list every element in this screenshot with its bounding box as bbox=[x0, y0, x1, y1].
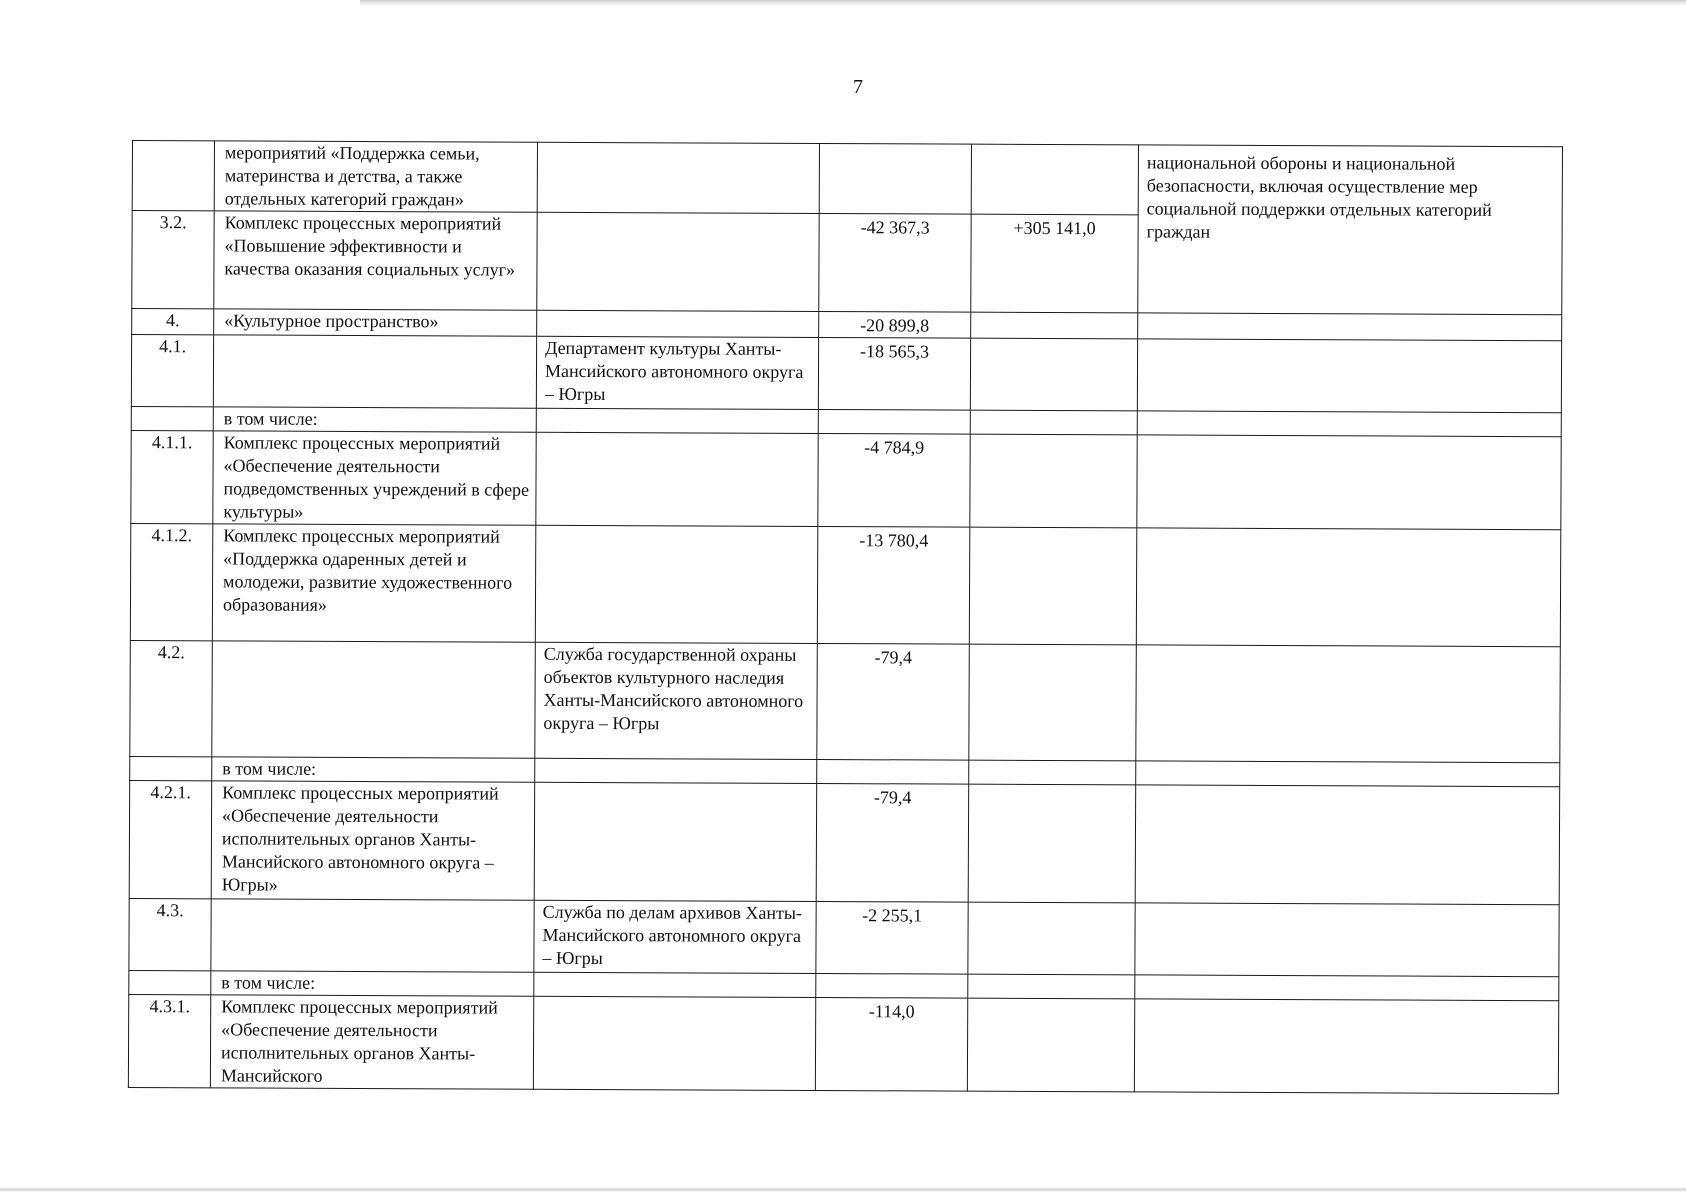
row-note bbox=[1136, 528, 1561, 647]
row-name: Комплекс процессных мероприятий «Обеспечение деятельности исполнительных органов Ханты-Мансийского bbox=[210, 995, 533, 1089]
row-value-1: -42 367,3 bbox=[819, 213, 971, 312]
row-value-1: -4 784,9 bbox=[818, 433, 970, 527]
row-value-2 bbox=[969, 760, 1136, 785]
row-number: 4.3. bbox=[129, 898, 211, 970]
row-note bbox=[1135, 903, 1559, 977]
row-number: 4.1.1. bbox=[131, 430, 213, 523]
row-note bbox=[1136, 645, 1561, 763]
row-name: Комплекс процессных мероприятий «Обеспечение деятельности исполнительных органов Ханты-Мансийского автономного округа – Югры» bbox=[211, 781, 535, 900]
row-value-2 bbox=[970, 338, 1137, 411]
row-name: «Культурное пространство» bbox=[214, 309, 537, 336]
row-value-2 bbox=[970, 410, 1137, 435]
row-value-1: -79,4 bbox=[816, 783, 969, 902]
row-organization bbox=[537, 310, 819, 337]
row-note bbox=[1135, 785, 1560, 905]
row-organization: Департамент культуры Ханты-Мансийского автономного округа – Югры bbox=[536, 336, 818, 409]
table-row bbox=[129, 898, 1559, 976]
row-number: 4.1.2. bbox=[130, 523, 213, 640]
row-name: Комплекс процессных мероприятий «Повышение эффективности и качества оказания социальных услуг» bbox=[214, 211, 537, 310]
row-organization bbox=[535, 758, 817, 783]
row-name: в том числе: bbox=[213, 407, 536, 432]
row-number: 4.2.1. bbox=[129, 780, 212, 898]
row-number bbox=[132, 141, 214, 211]
table-row bbox=[129, 780, 1560, 904]
row-name: в том числе: bbox=[211, 971, 534, 996]
row-value-1: -13 780,4 bbox=[817, 526, 970, 644]
row-value-2 bbox=[969, 527, 1137, 645]
row-value-1: -79,4 bbox=[817, 643, 970, 760]
page-number: 7 bbox=[853, 76, 863, 98]
row-value-2 bbox=[969, 644, 1137, 761]
scan-edge-bottom bbox=[0, 1187, 1686, 1192]
table-body bbox=[128, 141, 1562, 1094]
row-note bbox=[1137, 411, 1561, 437]
row-value-1 bbox=[816, 973, 968, 998]
row-organization bbox=[535, 525, 818, 643]
row-number bbox=[131, 406, 213, 430]
row-name bbox=[211, 899, 534, 972]
row-number bbox=[130, 756, 212, 780]
row-number: 4.2. bbox=[130, 640, 213, 756]
row-number bbox=[129, 970, 211, 994]
row-number: 3.2. bbox=[132, 211, 214, 309]
row-name bbox=[213, 335, 536, 408]
row-note bbox=[1134, 999, 1558, 1094]
row-name: в том числе: bbox=[212, 757, 535, 782]
row-value-1: -20 899,8 bbox=[819, 311, 971, 338]
row-value-1: -114,0 bbox=[815, 997, 967, 1091]
row-organization: Служба государственной охраны объектов культурного наследия Ханты-Мансийского автономного округа – Югры bbox=[535, 642, 818, 759]
allocation-table bbox=[128, 140, 1563, 1094]
table-row bbox=[130, 640, 1560, 762]
row-note bbox=[1137, 435, 1561, 530]
row-name: Комплекс процессных мероприятий «Обеспечение деятельности подведомственных учреждений в сфере культуры» bbox=[213, 431, 536, 525]
row-organization bbox=[534, 972, 816, 997]
row-organization bbox=[537, 212, 819, 311]
table-row bbox=[128, 994, 1558, 1093]
row-organization bbox=[536, 408, 818, 433]
row-value-1: -18 565,3 bbox=[818, 337, 970, 410]
row-value-1 bbox=[818, 409, 970, 434]
row-name bbox=[212, 641, 536, 758]
row-value-2 bbox=[967, 998, 1134, 1092]
row-value-2 bbox=[968, 784, 1136, 903]
row-value-2 bbox=[968, 902, 1135, 975]
scan-edge-top bbox=[360, 0, 1686, 6]
row-organization bbox=[533, 996, 815, 1090]
row-note bbox=[1135, 975, 1559, 1001]
table-row bbox=[130, 523, 1560, 646]
row-note bbox=[1136, 761, 1560, 787]
row-value-2 bbox=[971, 312, 1138, 339]
row-value-2 bbox=[971, 144, 1138, 215]
table-row bbox=[131, 335, 1561, 413]
row-organization bbox=[537, 142, 819, 213]
row-note bbox=[1138, 313, 1562, 341]
row-organization bbox=[534, 782, 817, 901]
row-value-2: +305 141,0 bbox=[971, 214, 1138, 313]
row-value-1 bbox=[819, 143, 971, 214]
row-name: мероприятий «Поддержка семьи, материнства и детства, а также отдельных категорий граждан» bbox=[214, 141, 537, 212]
table-row bbox=[132, 141, 1562, 217]
row-organization: Служба по делам архивов Ханты-Мансийского автономного округа – Югры bbox=[534, 900, 816, 973]
row-value-2 bbox=[968, 974, 1135, 999]
table-row bbox=[131, 430, 1561, 529]
row-number: 4.1. bbox=[131, 335, 213, 407]
row-note: национальной обороны и национальной безопасности, включая осуществление мер социальной поддержки отдельных категорий граждан bbox=[1138, 145, 1563, 315]
row-value-1: -2 255,1 bbox=[816, 901, 968, 974]
row-organization bbox=[536, 432, 818, 526]
row-value-1 bbox=[817, 759, 969, 784]
row-number: 4.3.1. bbox=[128, 994, 210, 1087]
row-number: 4. bbox=[132, 309, 214, 335]
row-value-2 bbox=[970, 434, 1137, 528]
row-note bbox=[1137, 339, 1561, 413]
row-name: Комплекс процессных мероприятий «Поддержка одаренных детей и молодежи, развитие художественного образования» bbox=[212, 524, 536, 642]
